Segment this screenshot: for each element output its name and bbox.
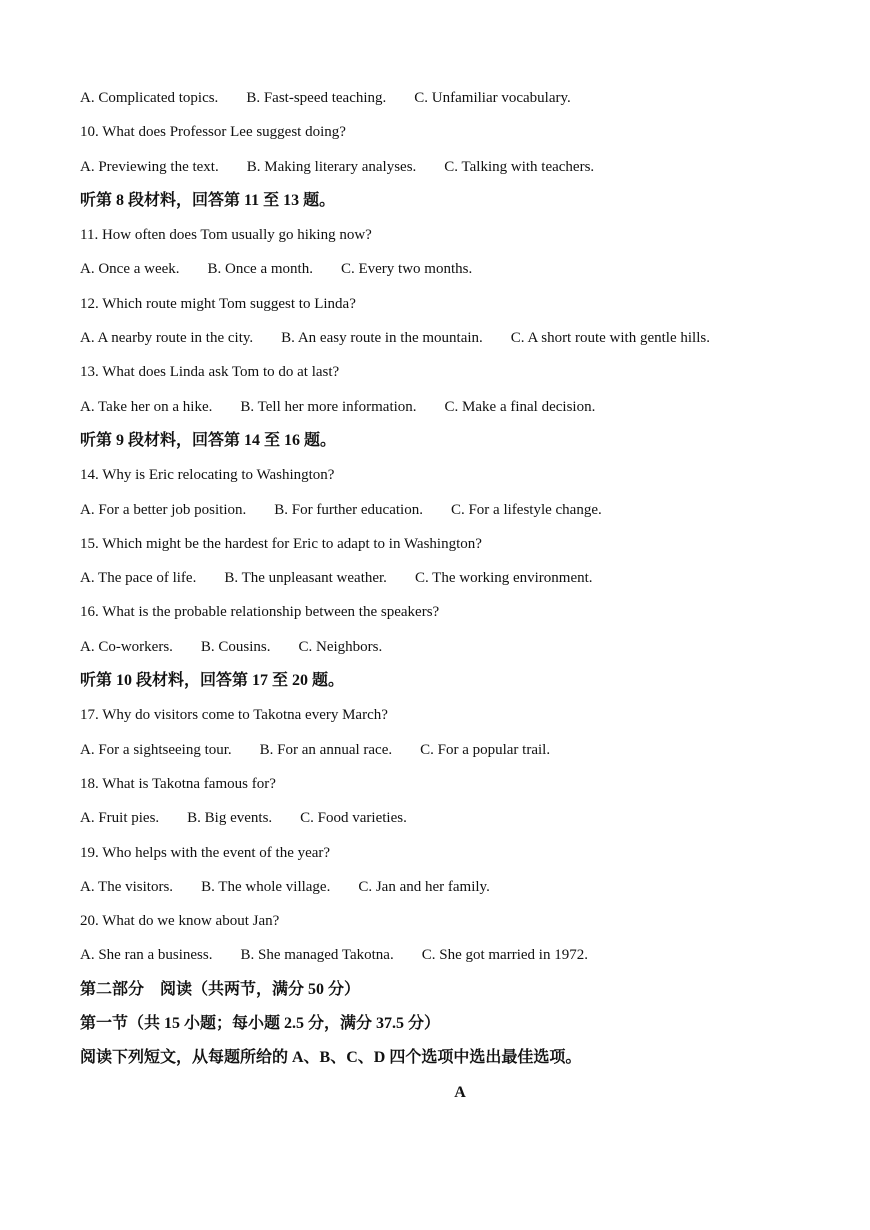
answer-options [80, 395, 840, 429]
exam-page [80, 86, 840, 1115]
answer-options [80, 257, 840, 291]
answer-option: C. Unfamiliar vocabulary. [414, 90, 571, 106]
answer-option: B. For further education. [274, 501, 423, 518]
question-stem: 15. Which might be the hardest for Eric to adapt to in Washington? [80, 535, 482, 552]
answer-option: A. Co-workers. [80, 638, 173, 655]
question-stem: 19. Who helps with the event of the year? [80, 844, 331, 861]
answer-option: A. Fruit pies. [80, 810, 160, 827]
answer-option: A. Previewing the text. [80, 158, 219, 175]
answer-option: A. She ran a business. [80, 947, 213, 964]
answer-option: B. The unpleasant weather. [224, 570, 387, 587]
answer-options [80, 155, 840, 189]
answer-option: B. Making literary analyses. [246, 158, 417, 175]
answer-option: C. She got married in 1972. [421, 947, 588, 964]
section-heading: 听第 8 段材料，回答第 11 至 13 题。 [80, 191, 336, 209]
answer-option: A. Complicated topics. [80, 90, 219, 106]
answer-option: C. Neighbors. [298, 638, 383, 655]
answer-option: B. For an annual race. [259, 741, 393, 758]
answer-option: A. Once a week. [80, 261, 180, 278]
answer-option: C. The working environment. [414, 570, 593, 587]
answer-option: B. She managed Takotna. [240, 947, 394, 964]
answer-option: C. Make a final decision. [444, 398, 596, 415]
answer-options [80, 738, 840, 772]
section-heading: 听第 10 段材料，回答第 17 至 20 题。 [80, 672, 345, 690]
question-stem: 13. What does Linda ask Tom to do at last? [80, 364, 340, 381]
answer-options [80, 635, 840, 669]
answer-option: C. Talking with teachers. [444, 158, 595, 175]
answer-option: C. A short route with gentle hills. [510, 330, 710, 347]
question-stem: 20. What do we know about Jan? [80, 913, 280, 930]
passage-label: A [454, 1083, 466, 1101]
answer-option: B. Fast-speed teaching. [246, 90, 387, 106]
answer-options [80, 943, 840, 977]
answer-options [80, 566, 840, 600]
answer-option: C. Jan and her family. [358, 878, 490, 895]
answer-option: A. The visitors. [80, 878, 174, 895]
answer-options [80, 498, 840, 532]
section-heading: 第二部分 阅读（共两节，满分 50 分） [80, 980, 361, 998]
section-heading: 听第 9 段材料，回答第 14 至 16 题。 [80, 431, 337, 449]
section-heading: 第一节（共 15 小题；每小题 2.5 分，满分 37.5 分） [80, 1015, 441, 1033]
answer-option: B. The whole village. [201, 878, 331, 895]
question-stem: 18. What is Takotna famous for? [80, 775, 276, 792]
answer-option: A. The pace of life. [80, 570, 197, 587]
question-stem: 17. Why do visitors come to Takotna every March? [80, 707, 388, 724]
answer-option: A. Take her on a hike. [80, 398, 213, 415]
answer-option: C. For a popular trail. [420, 741, 551, 758]
answer-options [80, 875, 840, 909]
answer-options [80, 806, 840, 840]
answer-option: B. Once a month. [207, 261, 313, 278]
answer-option: B. An easy route in the mountain. [281, 330, 483, 347]
question-stem: 11. How often does Tom usually go hiking now? [80, 227, 372, 244]
answer-option: C. Food varieties. [300, 810, 407, 827]
answer-option: C. Every two months. [340, 261, 473, 278]
question-stem: 12. Which route might Tom suggest to Linda? [80, 295, 356, 312]
answer-options [80, 86, 840, 120]
answer-option: B. Cousins. [200, 638, 271, 655]
answer-option: B. Big events. [187, 810, 273, 827]
answer-option: A. For a better job position. [80, 501, 247, 518]
answer-option: B. Tell her more information. [240, 398, 417, 415]
answer-option: C. For a lifestyle change. [450, 501, 602, 518]
answer-options [80, 326, 840, 360]
question-stem: 14. Why is Eric relocating to Washington? [80, 467, 335, 484]
question-stem: 10. What does Professor Lee suggest doing? [80, 124, 346, 141]
question-stem: 16. What is the probable relationship between the speakers? [80, 604, 440, 621]
answer-option: A. A nearby route in the city. [80, 330, 254, 347]
section-heading: 阅读下列短文，从每题所给的 A、B、C、D 四个选项中选出最佳选项。 [80, 1049, 582, 1067]
answer-option: A. For a sightseeing tour. [80, 741, 232, 758]
